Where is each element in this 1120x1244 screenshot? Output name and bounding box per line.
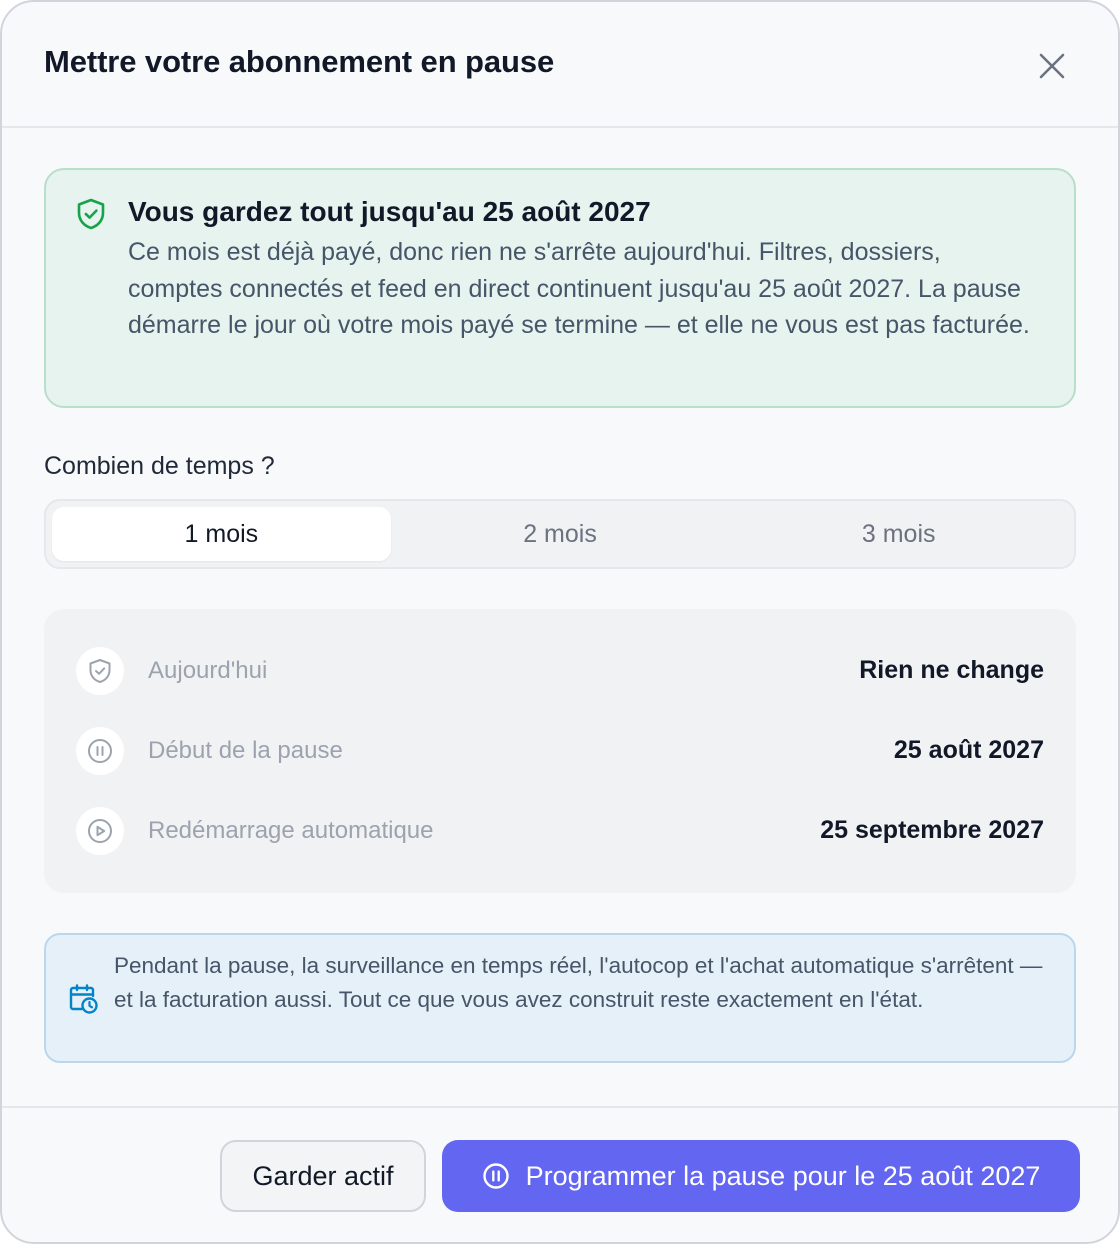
timeline-row-auto-restart [76,807,1044,887]
shield-check-icon [88,658,112,684]
close-icon [1039,53,1065,79]
duration-label: Combien de temps ? [44,452,275,480]
schedule-pause-label: Programmer la pause pour le 25 août 2027 [525,1160,1041,1191]
info-text: Pendant la pause, la surveillance en temps réel, l'autocop et l'achat automatique s'arrêtent — et la facturation aussi. Tout ce que vous avez construit reste exactement en l'état. [114,953,1043,1012]
duration-option-2-months[interactable]: 2 mois [523,519,597,548]
keep-active-button[interactable]: Garder actif [220,1140,426,1212]
dialog-body [2,128,1118,1063]
timeline-value: 25 septembre 2027 [820,816,1044,844]
close-button[interactable] [1028,42,1076,90]
pause-circle-icon [87,738,113,764]
shield-check-icon [76,198,106,230]
timeline-label: Redémarrage automatique [148,817,434,844]
duration-option-1-month[interactable]: 1 mois [52,507,391,561]
dialog-title: Mettre votre abonnement en pause [44,44,555,79]
duration-option-3-months[interactable]: 3 mois [861,519,936,548]
schedule-pause-button[interactable] [442,1140,1080,1212]
timeline-label: Début de la pause [148,737,343,764]
pause-timeline [44,609,1076,893]
duration-selector [44,499,1076,569]
notice-title: Vous gardez tout jusqu'au 25 août 2027 [128,196,651,227]
timeline-row-pause-start [76,727,1044,807]
keep-access-notice [44,168,1076,408]
pause-circle-icon [482,1162,510,1190]
notice-text: Ce mois est déjà payé, donc rien ne s'arrête aujourd'hui. Filtres, dossiers, comptes connectés et feed en direct continuent jusqu'au 25 août 2027. La pause démarre le jour où votre mois payé se termine — et elle ne vous est pas facturée. [128,238,1030,339]
timeline-value: Rien ne change [859,656,1044,684]
dialog-footer [2,1106,1118,1244]
timeline-row-today [76,647,1044,727]
pause-info-notice [44,933,1076,1063]
timeline-value: 25 août 2027 [893,736,1044,764]
calendar-clock-icon [68,983,100,1015]
timeline-label: Aujourd'hui [148,657,268,684]
play-circle-icon [87,818,113,844]
dialog-header [2,2,1118,128]
